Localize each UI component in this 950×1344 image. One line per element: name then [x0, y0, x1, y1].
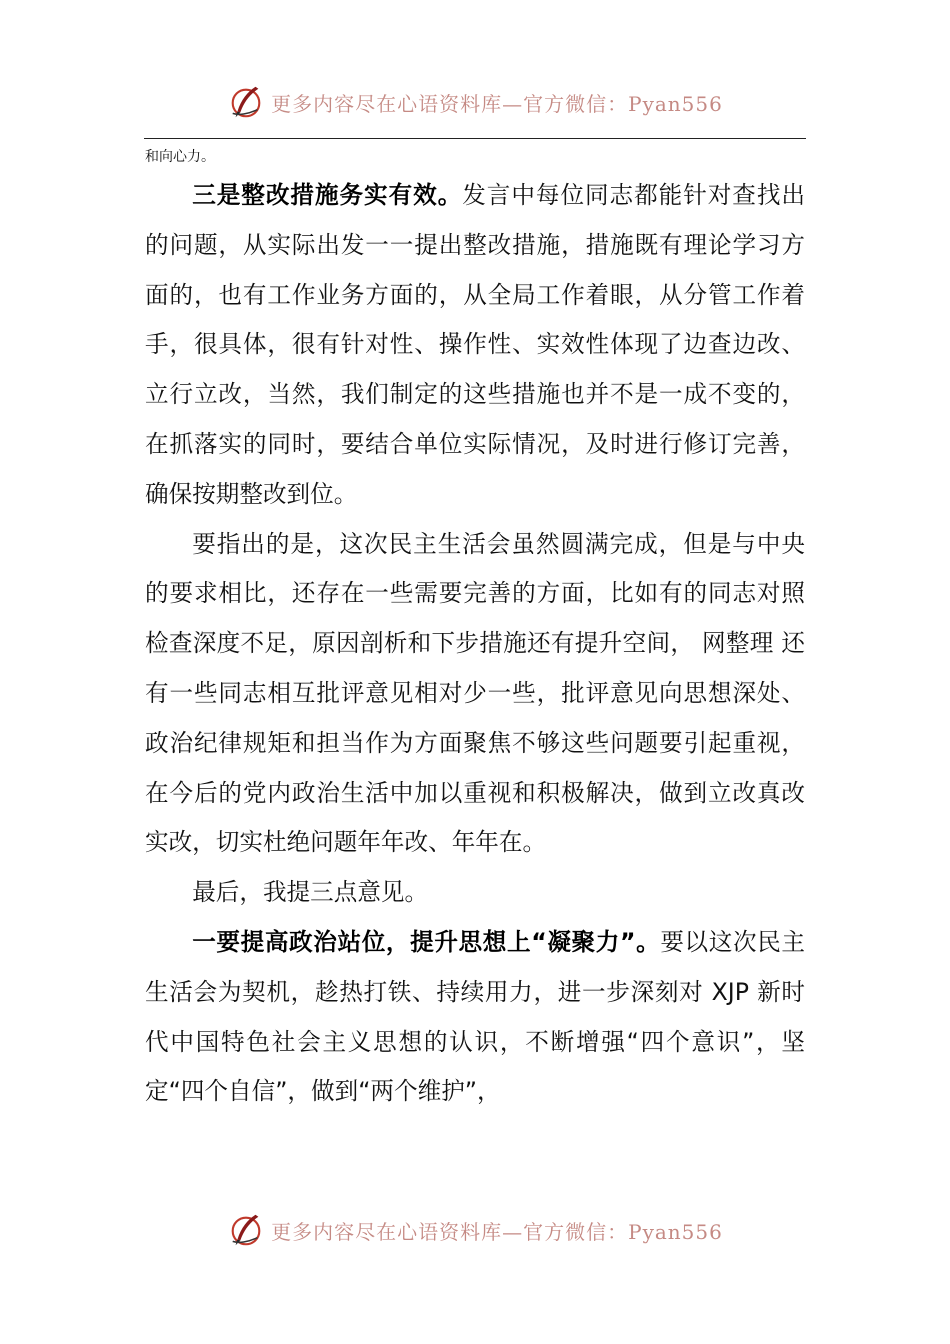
paragraph-lead: 一要提高政治站位，提升思想上“凝聚力”。	[192, 927, 661, 956]
footer-banner-text: 更多内容尽在心语资料库—官方微信：Pyan556	[271, 1219, 723, 1244]
quill-pen-logo-icon	[227, 1211, 265, 1249]
paragraph	[145, 918, 805, 1117]
paragraph-text: 最后，我提三点意见。	[192, 878, 429, 907]
paragraph-lead: 三是整改措施务实有效。	[192, 181, 463, 209]
paragraph-text: 要指出的是，这次民主生活会虽然圆满完成，但是与中央的要求相比，还存在一些需要完善的方面，比如有的同志对照检查深度不足，原因剖析和下步措施还有提升空间， 网整理 还有一些同志相互批评意见相对少一些，批评意见向思想深处、政治纪律规矩和担当作为方面聚焦不够这些问题要引起重视，在今后的党内政治生活中加以重视和积极解决，做到立改真改实改，切实杜绝问题年年改、年年在。	[145, 529, 805, 857]
continuation-line: 和向心力。	[145, 149, 215, 165]
paragraph-text: 要以这次民主生活会为契机，趁热打铁、持续用力，进一步深刻对 XJP 新时代中国特色社会主义思想的认识，不断增强“四个意识”，坚定“四个自信”，做到“两个维护”，	[145, 927, 805, 1106]
paragraph	[145, 171, 805, 520]
footer-banner	[0, 1208, 950, 1252]
header-banner	[0, 80, 950, 124]
paragraph	[145, 520, 805, 869]
quill-pen-logo-icon	[227, 83, 265, 121]
document-body	[145, 171, 805, 1117]
header-banner-text: 更多内容尽在心语资料库—官方微信：Pyan556	[271, 91, 723, 116]
paragraph-text: 发言中每位同志都能针对查找出的问题，从实际出发一一提出整改措施，措施既有理论学习方面的，也有工作业务方面的，从全局工作着眼，从分管工作着手，很具体，很有针对性、操作性、实效性体现了边查边改、立行立改，当然，我们制定的这些措施也并不是一成不变的，在抓落实的同时，要结合单位实际情况，及时进行修订完善，确保按期整改到位。	[145, 181, 806, 508]
header-divider	[144, 138, 806, 139]
paragraph	[145, 868, 805, 918]
